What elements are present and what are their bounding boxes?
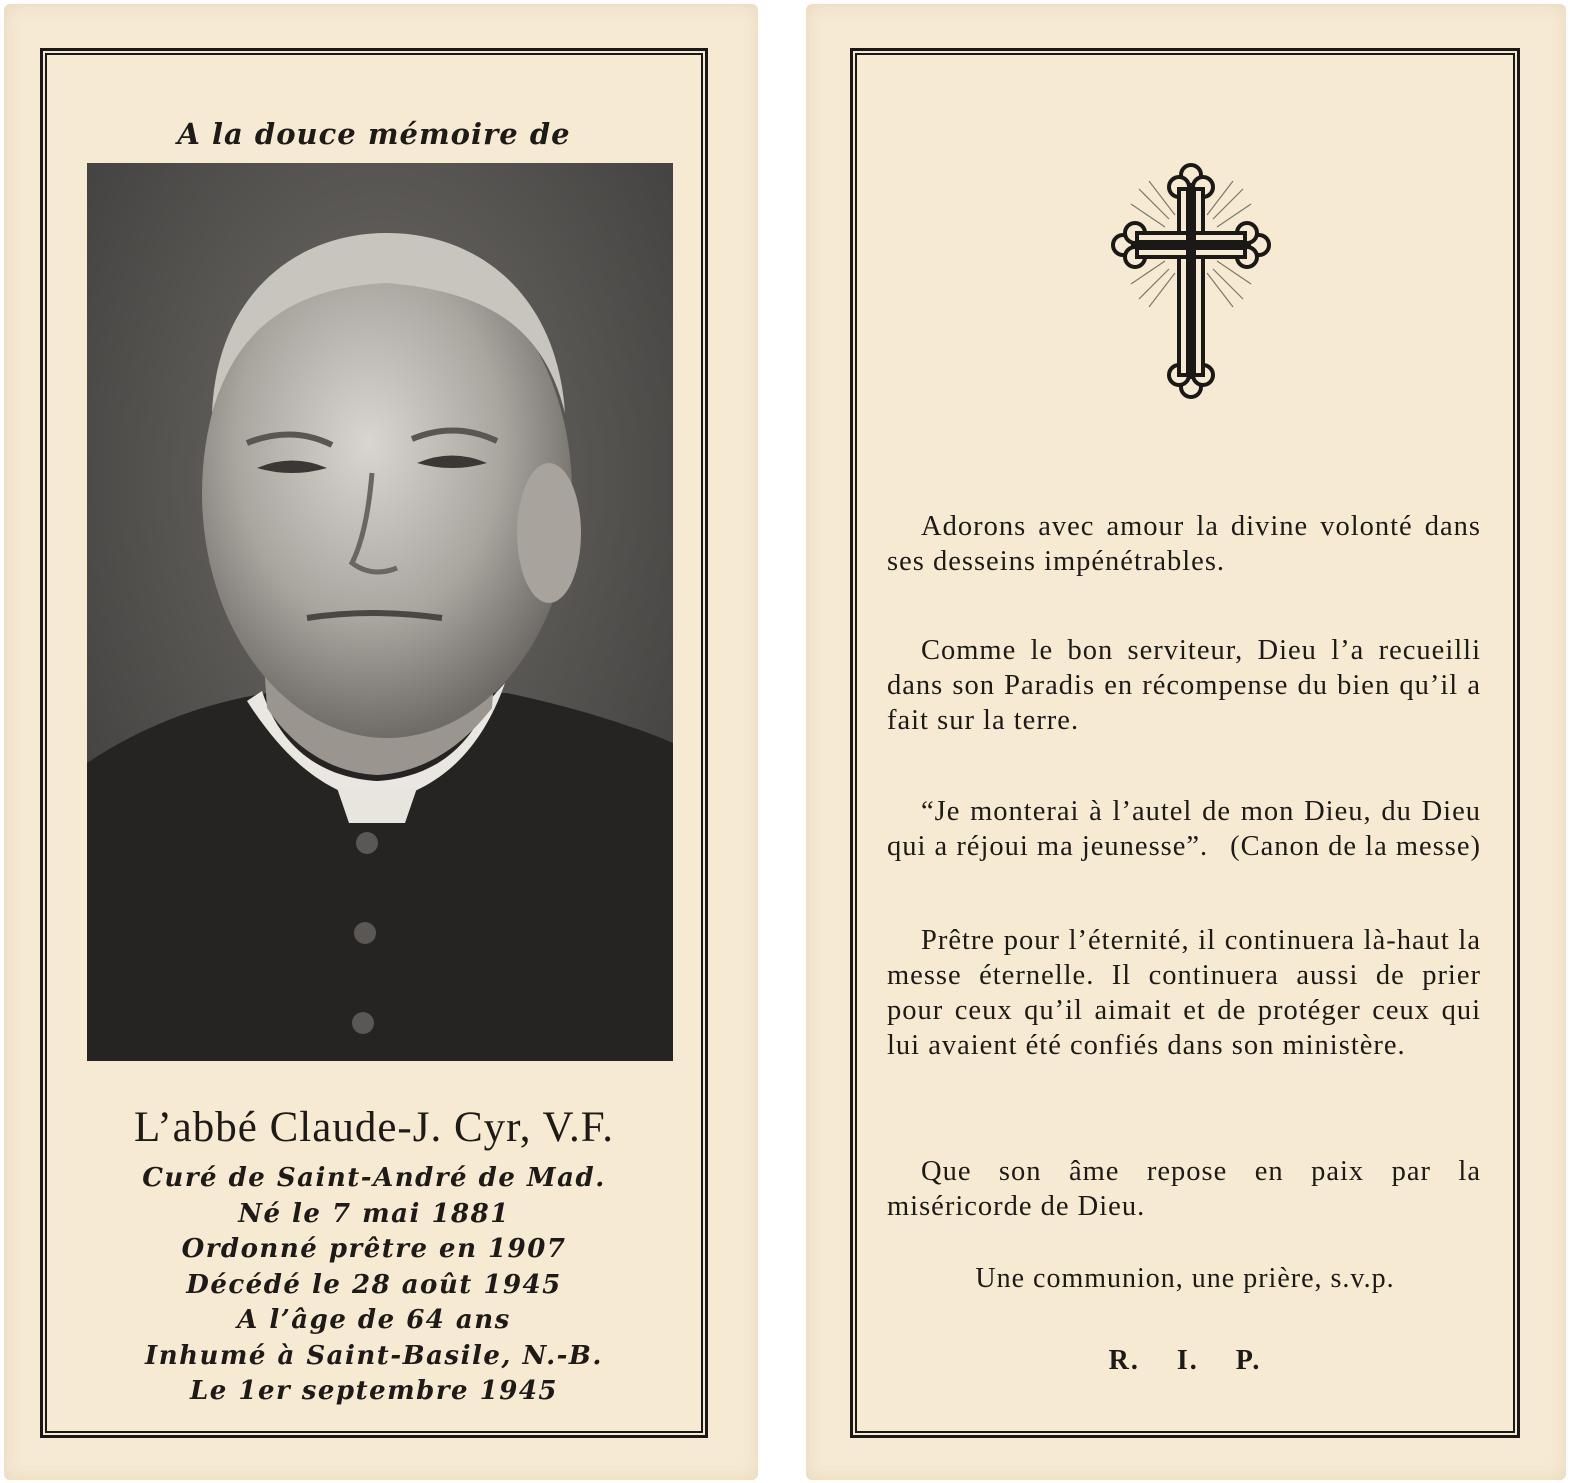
detail-death: Décédé le 28 août 1945 [186,1269,562,1300]
detail-ordination: Ordonné prêtre en 1907 [181,1234,567,1264]
rip-letter-p: P. [1235,1345,1262,1376]
prayer-paragraph-4: Prêtre pour l’éternité, il continuera là-haut la messe éternelle. Il continuera aussi de prier pour ceux qu’il aimait et de protéger ceux qui lui avaient été confiés dans son ministère. [887,925,1481,1061]
prayer-paragraph-2: Comme le bon serviteur, Dieu l’a recueilli dans son Paradis en récompense du bien qu’il a fait sur la terre. [887,635,1481,736]
dedication-heading: A la douce mémoire de [177,117,571,151]
psalm-quote: “Je monterai à l’autel de mon Dieu, du Dieu qui a réjoui ma jeunesse”. [887,796,1481,862]
detail-parish: Curé de Saint-André de Mad. [142,1163,606,1193]
card-border [850,48,1520,1438]
quote-source: (Canon de la messe) [1230,831,1481,862]
detail-birth: Né le 7 mai 1881 [238,1198,510,1229]
card-border [40,48,708,1438]
closing-request: Une communion, une prière, s.v.p. [975,1263,1395,1294]
portrait-photo [87,163,673,1061]
memorial-card-front [4,4,758,1480]
memorial-card-back [806,4,1566,1480]
deceased-name: L’abbé Claude-J. Cyr, V.F. [134,1104,614,1151]
biographical-details [43,1161,705,1410]
detail-age: A l’âge de 64 ans [237,1305,511,1335]
rip-letter-i: I. [1176,1345,1199,1376]
prayer-paragraph-3 [887,794,1481,864]
detail-burial-place: Inhumé à Saint-Basile, N.-B. [145,1340,603,1371]
priest-portrait-illustration [87,163,673,1061]
prayer-paragraph-5: Que son âme repose en paix par la miséricorde de Dieu. [887,1156,1481,1222]
rip-letter-r: R. [1108,1345,1140,1376]
rip-inscription [853,1345,1517,1377]
cross-icon [1109,159,1273,403]
prayer-paragraph-1: Adorons avec amour la divine volonté dans ses desseins impénétrables. [887,511,1481,577]
detail-burial-date: Le 1er septembre 1945 [189,1376,558,1406]
